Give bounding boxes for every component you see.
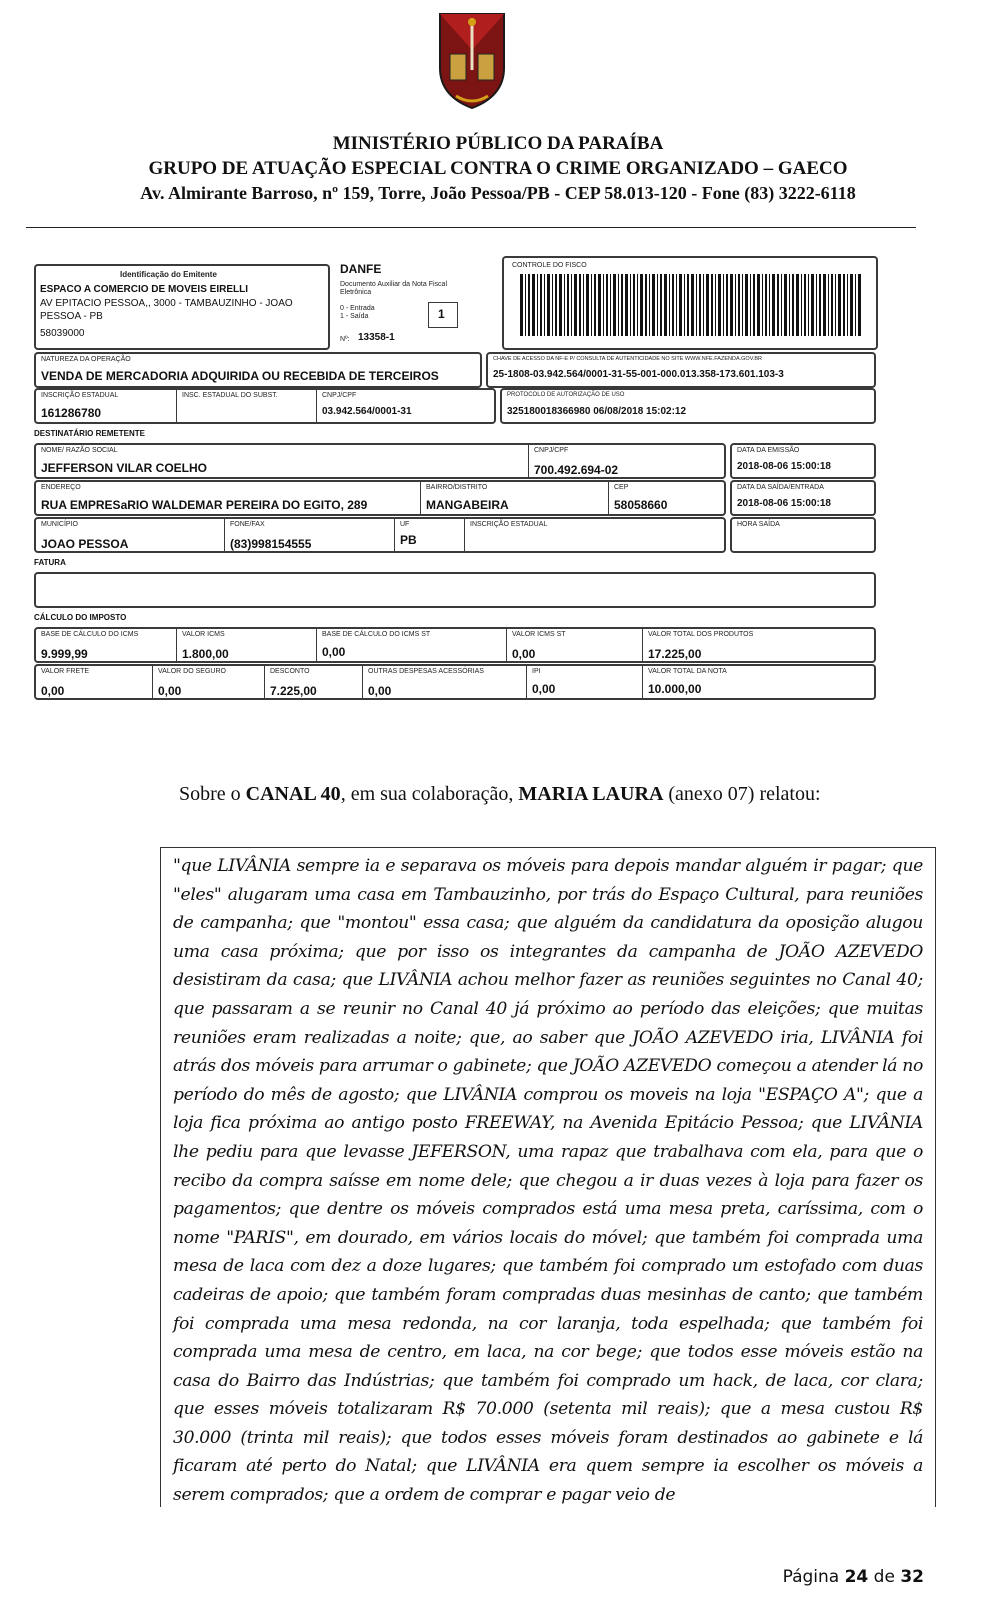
- ie-value: 161286780: [41, 406, 102, 420]
- header-line-2: GRUPO DE ATUAÇÃO ESPECIAL CONTRA O CRIME ORGANIZADO – GAECO: [148, 158, 848, 179]
- fatura-box: [34, 572, 876, 608]
- destinatario-section: DESTINATÁRIO REMETENTE: [34, 429, 145, 438]
- cep-value: 58058660: [614, 498, 668, 512]
- total-nota-label: VALOR TOTAL DA NOTA: [648, 668, 727, 675]
- header-line-3: Av. Almirante Barroso, nº 159, Torre, João Pessoa/PB - CEP 58.013-120 - Fone (83) 3222-6118: [140, 183, 856, 203]
- header-divider: [26, 227, 916, 228]
- outras-label: OUTRAS DESPESAS ACESSÓRIAS: [368, 668, 484, 675]
- coat-of-arms-icon: [436, 10, 508, 110]
- intro-paragraph: [179, 783, 821, 806]
- bairro-label: BAIRRO/DISTRITO: [426, 484, 488, 491]
- desconto-value: 7.225,00: [270, 684, 317, 698]
- emitente-address-2: PESSOA - PB: [40, 311, 103, 322]
- ie-dest-label: INSCRIÇÃO ESTADUAL: [470, 521, 548, 528]
- total-prod-value: 17.225,00: [648, 647, 702, 661]
- emissao-box: [730, 443, 876, 479]
- emitente-box: [34, 264, 330, 350]
- municipio-value: JOAO PESSOA: [41, 537, 129, 551]
- dest-nome-label: NOME/ RAZÃO SOCIAL: [41, 447, 118, 454]
- saida-label: DATA DA SAÍDA/ENTRADA: [737, 484, 824, 491]
- calculo-section: CÁLCULO DO IMPOSTO: [34, 613, 127, 622]
- cnpj-label: CNPJ/CPF: [322, 392, 357, 399]
- valor-st-label: VALOR ICMS ST: [512, 631, 566, 638]
- fone-label: FONE/FAX: [230, 521, 265, 528]
- endereco-label: ENDEREÇO: [41, 484, 81, 491]
- danfe-numero: 13358-1: [358, 332, 395, 343]
- danfe-numero-label: Nº:: [340, 336, 350, 343]
- danfe-tipo: 1: [438, 307, 445, 321]
- total-pages: 32: [900, 1567, 924, 1587]
- intro-text-2: , em sua colaboração,: [340, 783, 519, 805]
- frete-value: 0,00: [41, 684, 65, 698]
- fatura-section: FATURA: [34, 558, 66, 567]
- emissao-value: 2018-08-06 15:00:18: [737, 461, 831, 472]
- emitente-cep: 58039000: [40, 328, 85, 339]
- page-of: de: [868, 1567, 901, 1587]
- ipi-label: IPI: [532, 668, 541, 675]
- danfe-title: DANFE: [340, 262, 382, 276]
- page-label: Página: [782, 1567, 845, 1587]
- emitente-address-1: AV EPITACIO PESSOA,, 3000 - TAMBAUZINHO - JOAO: [40, 298, 293, 309]
- intro-canal: CANAL 40: [245, 783, 341, 805]
- cnpj-value: 03.942.564/0001-31: [322, 406, 412, 417]
- calculo-row2-box: [34, 664, 876, 700]
- dest-cpf-label: CNPJ/CPF: [534, 447, 569, 454]
- danfe-entrada: 0 - Entrada: [340, 305, 375, 312]
- ie-row-box: [34, 388, 496, 424]
- frete-label: VALOR FRETE: [41, 668, 90, 675]
- uf-value: PB: [400, 533, 417, 547]
- dest-row1-box: [34, 443, 726, 479]
- testimony-quote: "que LIVÂNIA sempre ia e separava os móveis para depois mandar alguém ir pagar; que "eles" alugaram uma casa em Tambauzinho, por trás do Espaço Cultural, para reuniões de campanha; que "montou" essa casa; que alguém da candidatura da oposição alugou uma casa próxima; que por isso os integrantes da campanha de JOÃO AZEVEDO desistiram da casa; que LIVÂNIA achou melhor fazer as reuniões seguintes no Canal 40; que passaram a se reunir no Canal 40 já próximo ao período das eleições; que muitas reuniões eram realizadas a noite; que, ao saber que JOÃO AZEVEDO iria, LIVÂNIA foi atrás dos móveis para arrumar o gabinete; que JOÃO AZEVEDO começou a atender lá no período do mês de agosto; que LIVÂNIA comprou os moveis na loja "ESPAÇO A"; que a loja fica próxima ao antigo posto FREEWAY, na Avenida Epitácio Pessoa; que LIVÂNIA lhe pediu para que levasse JEFERSON, uma rapaz que trabalhava com ela, para que o recibo da compra saísse em nome dele; que chegou a ir duas vezes à loja para fazer os pagamentos; que dentre os móveis comprados está uma mesa preta, caríssima, com o nome "PARIS", em dourado, em vários locais do móvel; que também foi comprada uma mesa de laca com dez a doze lugares; que também foi comprado um estofado com duas cadeiras de apoio; que também foram compradas duas mesinhas de canto; que também foi comprada uma mesa redonda, na cor laranja, toda espelhada; que também foi comprada uma mesa de centro, em laca, na cor bege; que todos esse móveis estão na casa do Bairro das Indústrias; que também foi comprado um hack, de laca, cor clara; que esses móveis totalizaram R$ 70.000 (setenta mil reais); que a mesa custou R$ 30.000 (trinta mil reais); que todos esses móveis foram destinados ao gabinete e lá ficaram até perto do Natal; que LIVÂNIA era quem sempre ia escolher os móveis a serem comprados; que a ordem de comprar e pagar veio de: [173, 856, 923, 1506]
- dest-cpf: 700.492.694-02: [534, 463, 619, 477]
- base-icms-value: 9.999,99: [41, 647, 88, 661]
- endereco-value: RUA EMPRESaRIO WALDEMAR PEREIRA DO EGITO, 289: [41, 498, 368, 512]
- valor-icms-value: 1.800,00: [182, 647, 229, 661]
- base-icms-label: BASE DE CÁLCULO DO ICMS: [41, 631, 139, 638]
- emitente-name: ESPACO A COMERCIO DE MOVEIS EIRELLI: [40, 284, 248, 295]
- dest-row2-box: [34, 480, 726, 516]
- danfe-tipo-box: [428, 302, 458, 328]
- intro-text-1: Sobre o: [179, 783, 246, 805]
- danfe-subtitle-2: Eletrônica: [340, 289, 372, 296]
- calculo-row1-box: [34, 627, 876, 663]
- ie-label: INSCRIÇÃO ESTADUAL: [41, 392, 119, 399]
- intro-maria: MARIA LAURA: [518, 783, 664, 805]
- dest-nome: JEFFERSON VILAR COELHO: [41, 461, 208, 475]
- barcode-icon: [520, 274, 862, 336]
- protocolo-value: 325180018366980 06/08/2018 15:02:12: [507, 406, 687, 417]
- danfe-subtitle-1: Documento Auxiliar da Nota Fiscal: [340, 281, 447, 288]
- chave-box: [486, 352, 876, 388]
- cep-label: CEP: [614, 484, 629, 491]
- seguro-value: 0,00: [158, 684, 182, 698]
- municipio-label: MUNICÍPIO: [41, 521, 78, 528]
- danfe-saida: 1 - Saída: [340, 313, 369, 320]
- valor-st-value: 0,00: [512, 647, 536, 661]
- total-nota-value: 10.000,00: [648, 682, 702, 696]
- testimony-box: [160, 847, 936, 1507]
- valor-icms-label: VALOR ICMS: [182, 631, 225, 638]
- controle-fisco-box: [502, 256, 878, 350]
- dest-row3-box: [34, 517, 726, 553]
- hora-label: HORA SAÍDA: [737, 521, 780, 528]
- saida-box: [730, 480, 876, 516]
- outras-value: 0,00: [368, 684, 392, 698]
- bairro-value: MANGABEIRA: [426, 498, 509, 512]
- saida-value: 2018-08-06 15:00:18: [737, 498, 831, 509]
- total-prod-label: VALOR TOTAL DOS PRODUTOS: [648, 631, 754, 638]
- chave-value: 25-1808-03.942.564/0001-31-55-001-000.013.358-173.601.103-3: [493, 369, 784, 380]
- intro-text-3: (anexo 07) relatou:: [663, 783, 821, 805]
- protocolo-box: [500, 388, 876, 424]
- desconto-label: DESCONTO: [270, 668, 310, 675]
- natureza-label: NATUREZA DA OPERAÇÃO: [41, 356, 131, 363]
- current-page: 24: [844, 1567, 869, 1587]
- fone-value: (83)998154555: [230, 537, 312, 551]
- natureza-box: [34, 352, 482, 388]
- ie-subst-label: INSC. ESTADUAL DO SUBST.: [182, 392, 278, 399]
- hora-box: [730, 517, 876, 553]
- page-number: [783, 1567, 924, 1587]
- base-st-value: 0,00: [322, 645, 346, 659]
- base-st-label: BASE DE CÁLCULO DO ICMS ST: [322, 631, 431, 638]
- protocolo-label: PROTOCOLO DE AUTORIZAÇÃO DE USO: [507, 392, 625, 398]
- ipi-value: 0,00: [532, 682, 556, 696]
- seguro-label: VALOR DO SEGURO: [158, 668, 226, 675]
- natureza-value: VENDA DE MERCADORIA ADQUIRIDA OU RECEBIDA DE TERCEIROS: [41, 369, 439, 383]
- emissao-label: DATA DA EMISSÃO: [737, 447, 800, 454]
- uf-label: UF: [400, 521, 410, 528]
- danfe-document: [30, 262, 920, 732]
- header-line-1: MINISTÉRIO PÚBLICO DA PARAÍBA: [332, 133, 664, 154]
- chave-label: CHAVE DE ACESSO DA NF-E P/ CONSULTA DE AUTENTICIDADE NO SITE WWW.NFE.FAZENDA.GOV.BR: [493, 356, 763, 362]
- emitente-title: Identificação do Emitente: [120, 270, 217, 279]
- controle-label: CONTROLE DO FISCO: [512, 262, 587, 269]
